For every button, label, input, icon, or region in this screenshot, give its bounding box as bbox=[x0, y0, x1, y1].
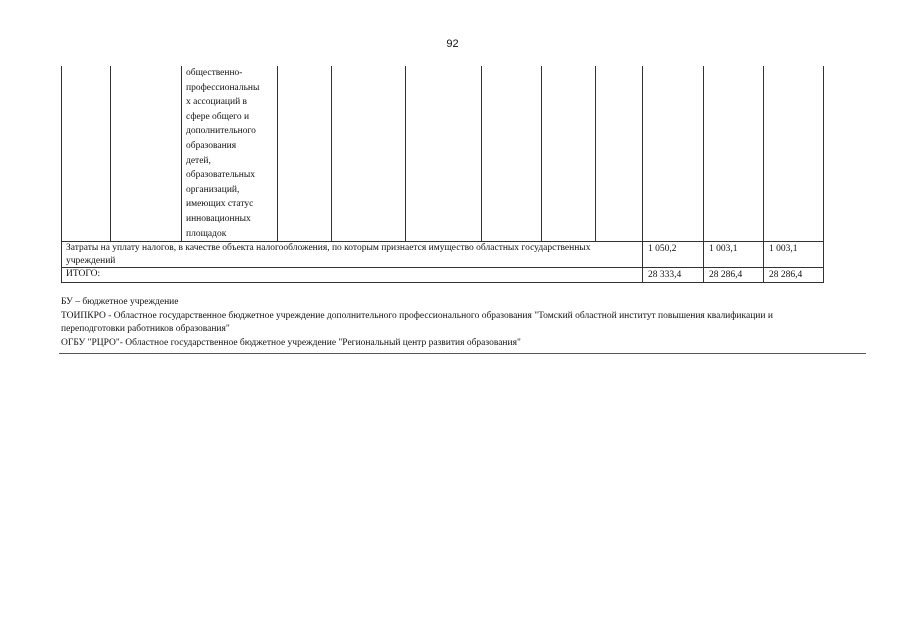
description-line: х ассоциаций в bbox=[186, 97, 248, 108]
description-line: площадок bbox=[186, 228, 227, 239]
table-cell-empty bbox=[764, 66, 824, 242]
total-value-3: 28 286,4 bbox=[764, 268, 824, 283]
table-cell-empty bbox=[482, 66, 542, 242]
description-line: организаций, bbox=[186, 184, 240, 195]
page-number: 92 bbox=[446, 38, 459, 50]
description-line: профессиональны bbox=[186, 82, 260, 93]
tax-value-1: 1 050,2 bbox=[643, 242, 704, 268]
table-cell-empty bbox=[704, 66, 764, 242]
table-row-tax bbox=[62, 242, 824, 268]
table-row-total bbox=[62, 268, 824, 283]
table-cell-empty bbox=[643, 66, 704, 242]
measure-description-cell bbox=[182, 66, 278, 242]
description-line: имеющих статус bbox=[186, 199, 254, 210]
tax-costs-label: Затраты на уплату налогов, в качестве объекта налогообложения, по которым признается имущество областных государственных учреждений bbox=[62, 242, 643, 268]
table-cell-empty bbox=[542, 66, 596, 242]
description-line: инновационных bbox=[186, 213, 251, 224]
table-cell-empty bbox=[278, 66, 332, 242]
total-label: ИТОГО: bbox=[62, 268, 643, 283]
footnote-bu: БУ – бюджетное учреждение bbox=[61, 297, 179, 307]
footnote-toipkro: ТОИПКРО - Областное государственное бюджетное учреждение дополнительного профессионального образования "Томский областной институт повышения квалификации и переподготовки работников образования" bbox=[61, 310, 773, 334]
tax-value-2: 1 003,1 bbox=[704, 242, 764, 268]
description-line: дополнительного bbox=[186, 126, 256, 137]
footnotes bbox=[61, 296, 831, 350]
table-cell-empty bbox=[406, 66, 482, 242]
description-line: образования bbox=[186, 140, 237, 151]
table-row-continuation bbox=[62, 66, 824, 242]
table-cell-empty bbox=[111, 66, 182, 242]
description-line: образовательных bbox=[186, 170, 255, 181]
description-line: детей, bbox=[186, 155, 211, 166]
description-line: сфере общего и bbox=[186, 111, 250, 122]
table-cell-empty bbox=[62, 66, 111, 242]
tax-value-3: 1 003,1 bbox=[764, 242, 824, 268]
footnote-rcro: ОГБУ "РЦРО"- Областное государственное бюджетное учреждение "Региональный центр развития образования" bbox=[61, 337, 521, 348]
budget-table bbox=[61, 66, 824, 283]
total-value-2: 28 286,4 bbox=[704, 268, 764, 283]
bottom-divider bbox=[59, 353, 866, 354]
total-value-1: 28 333,4 bbox=[643, 268, 704, 283]
table-cell-empty bbox=[332, 66, 406, 242]
table-cell-empty bbox=[596, 66, 643, 242]
description-line: общественно- bbox=[186, 68, 243, 78]
